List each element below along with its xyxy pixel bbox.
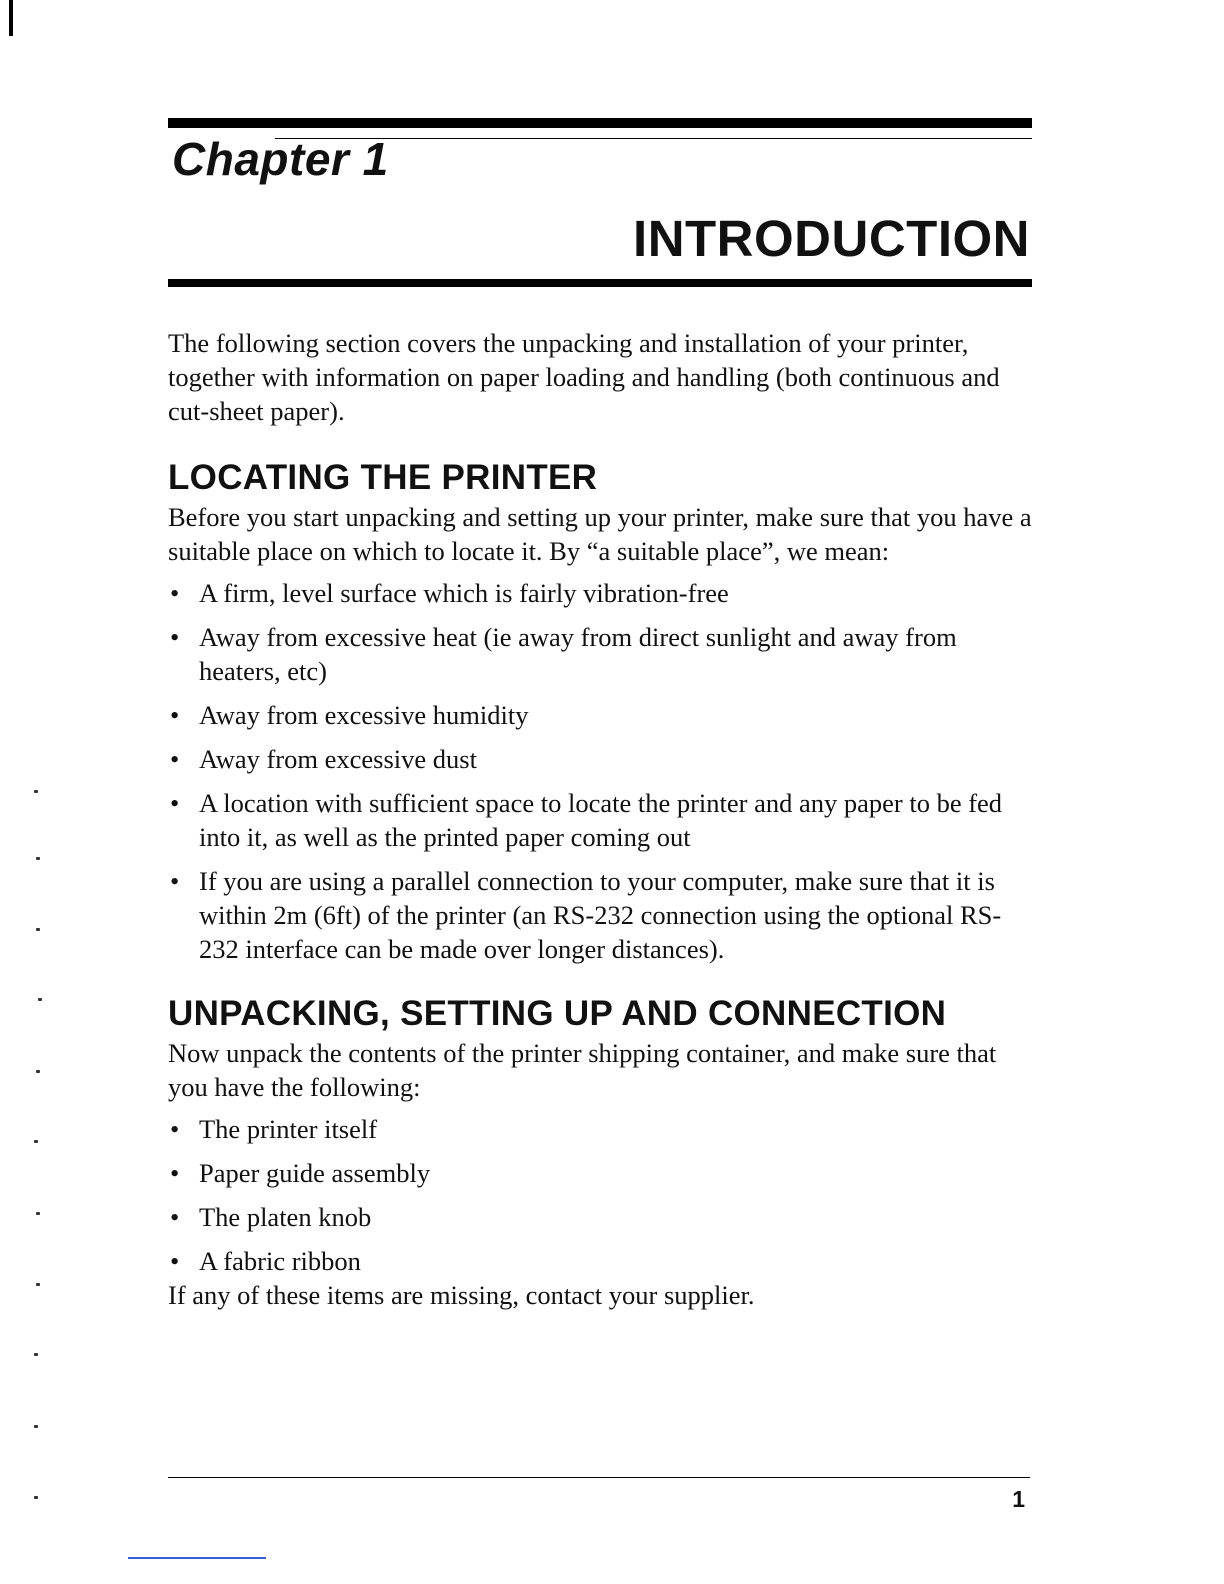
bullet-icon: •	[170, 788, 180, 818]
scan-bottom-line	[128, 1557, 266, 1559]
header-rule-top	[168, 118, 1032, 128]
section-locating-printer	[168, 456, 1032, 966]
scan-speck	[36, 1212, 40, 1215]
list-item-text: Away from excessive dust	[199, 744, 477, 774]
section-heading: UNPACKING, SETTING UP AND CONNECTION	[168, 994, 947, 1033]
section-heading: LOCATING THE PRINTER	[168, 458, 598, 497]
scan-speck	[38, 998, 42, 1001]
bullet-icon: •	[170, 1202, 180, 1232]
list-item	[168, 698, 1032, 732]
closing-paragraph: If any of these items are missing, contact your supplier.	[168, 1280, 755, 1310]
section-unpacking	[168, 992, 1032, 1312]
bullet-list	[168, 1112, 1032, 1278]
bullet-icon: •	[170, 744, 180, 774]
bullet-icon: •	[170, 1246, 180, 1276]
list-item-text: The printer itself	[199, 1114, 378, 1144]
list-item	[168, 742, 1032, 776]
list-item-text: A location with sufficient space to locate the printer and any paper to be fed into it, as well as the printed paper coming out	[199, 788, 1003, 852]
intro-paragraph: The following section covers the unpacking and installation of your printer, together with information on paper loading and handling (both continuous and cut-sheet paper).	[168, 328, 1000, 426]
list-item	[168, 576, 1032, 610]
list-item-text: The platen knob	[199, 1202, 372, 1232]
bullet-icon: •	[170, 578, 180, 608]
bullet-icon: •	[170, 700, 180, 730]
list-item	[168, 864, 1032, 966]
scan-speck	[36, 1283, 40, 1286]
scan-speck	[36, 928, 40, 931]
scan-speck	[34, 790, 38, 793]
bullet-icon: •	[170, 1158, 180, 1188]
list-item	[168, 1112, 1032, 1146]
list-item-text: A fabric ribbon	[199, 1246, 361, 1276]
footer-rule	[168, 1477, 1030, 1478]
page-number: 1	[1012, 1486, 1025, 1512]
list-item-text: Away from excessive humidity	[199, 700, 529, 730]
header-rule-bottom	[168, 279, 1032, 287]
chapter-title: INTRODUCTION	[633, 210, 1030, 267]
bullet-list	[168, 576, 1032, 966]
list-item-text: If you are using a parallel connection to your computer, make sure that it is within 2m (6ft) of the printer (an RS-232 connection using the optional RS-232 interface can be made over longer distances).	[199, 866, 1002, 964]
list-item	[168, 1200, 1032, 1234]
chapter-body	[168, 326, 1032, 1312]
list-item	[168, 620, 1032, 688]
list-item	[168, 1156, 1032, 1190]
list-item-text: Paper guide assembly	[199, 1158, 431, 1188]
bullet-icon: •	[170, 866, 180, 896]
scan-speck	[34, 1140, 38, 1143]
scan-speck	[36, 857, 40, 860]
chapter-label: Chapter 1	[172, 133, 389, 185]
section-paragraph: Before you start unpacking and setting up your printer, make sure that you have a suitable place on which to locate it. By “a suitable place”, we mean:	[168, 502, 1032, 566]
scan-speck	[34, 1496, 38, 1499]
list-item-text: Away from excessive heat (ie away from direct sunlight and away from heaters, etc)	[199, 622, 957, 686]
list-item	[168, 1244, 1032, 1278]
bullet-icon: •	[170, 1114, 180, 1144]
scan-speck	[36, 1070, 40, 1073]
scan-speck	[34, 1425, 38, 1428]
scan-edge-mark	[9, 0, 13, 36]
list-item	[168, 786, 1032, 854]
list-item-text: A firm, level surface which is fairly vibration-free	[199, 578, 729, 608]
section-paragraph: Now unpack the contents of the printer shipping container, and make sure that you have the following:	[168, 1038, 997, 1102]
scan-speck	[34, 1353, 38, 1356]
bullet-icon: •	[170, 622, 180, 652]
